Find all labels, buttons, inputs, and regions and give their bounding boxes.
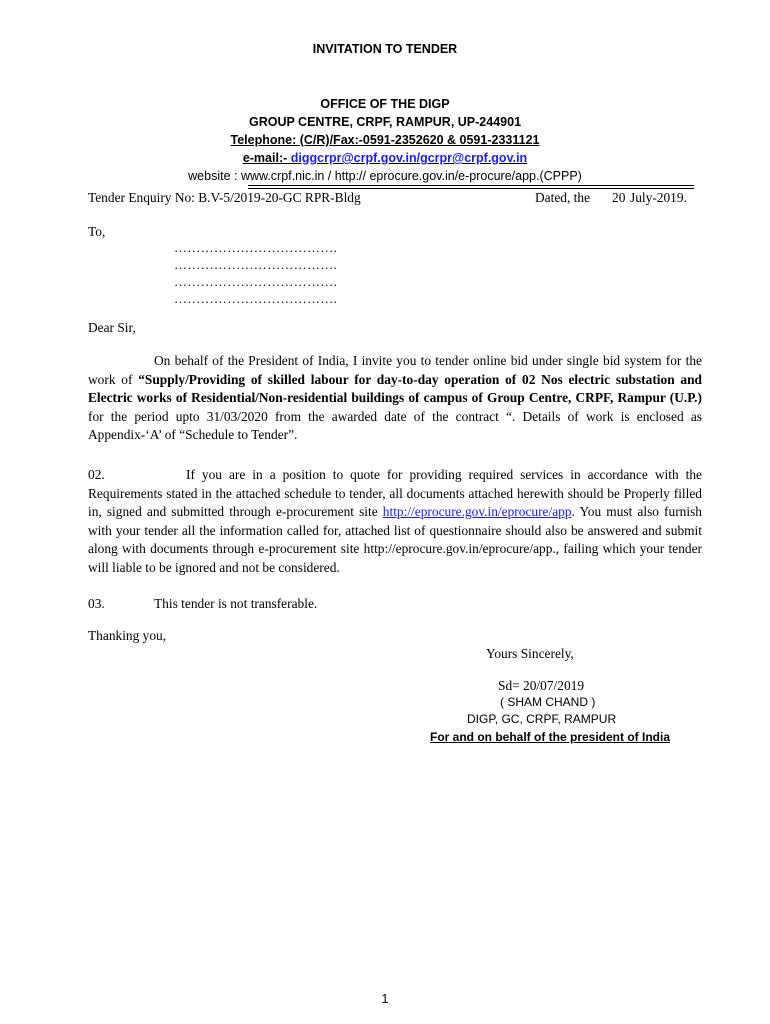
on-behalf-line: For and on behalf of the president of India (430, 730, 670, 744)
paragraph-1-intro: On behalf of the President of India, I invite you to tender online bid under single bid system for the work of (88, 353, 702, 387)
yours-sincerely: Yours Sincerely, (486, 646, 574, 661)
office-telephone: Telephone: (C/R)/Fax:-0591-2352620 & 0591-2331121 (230, 133, 540, 147)
paragraph-2 (88, 466, 702, 578)
email-label: e-mail:- (242, 151, 288, 165)
signatory-designation: DIGP, GC, CRPF, RAMPUR (467, 712, 617, 726)
document-title: INVITATION TO TENDER (312, 42, 458, 56)
salutation: Dear Sir, (88, 320, 136, 335)
email-link[interactable]: diggcrpr@crpf.gov.in/gcrpr@crpf.gov.in (290, 151, 528, 165)
dated-label: Dated, the (535, 190, 591, 205)
tender-enquiry-number: Tender Enquiry No: B.V-5/2019-20-GC RPR-Bldg (88, 190, 361, 205)
paragraph-2-number: 02. (88, 467, 105, 482)
header-rule-top (248, 185, 694, 186)
office-address: GROUP CENTRE, CRPF, RAMPUR, UP-244901 (248, 115, 522, 129)
office-name: OFFICE OF THE DIGP (320, 97, 450, 111)
paragraph-3-number: 03. (88, 596, 105, 611)
signatory-name: ( SHAM CHAND ) (500, 695, 596, 709)
thanking-line: Thanking you, (88, 628, 167, 643)
dated-month-year: July-2019. (630, 190, 687, 205)
paragraph-1-work: “Supply/Providing of skilled labour for day-to-day operation of 02 Nos electric substation and Electric works of Residential/Non-residential buildings of campus of Group Centre, CRPF, Rampur (U.P.) (88, 371, 702, 406)
page-number: 1 (381, 992, 389, 1006)
paragraph-3-text: This tender is not transferable. (154, 596, 318, 611)
office-email (0, 151, 770, 165)
paragraph-2-text-b: . You must also furnish with your tender all the information called for, attached list of questionnaire should also be answered and submit along with documents through e-procurement site http://eprocure.gov.in/eprocure/app., failing which your tender will liable to be ignored and not be considered. (88, 504, 702, 575)
address-line-2: ………………………………. (174, 257, 338, 272)
to-label: To, (88, 224, 106, 239)
address-line-3: ………………………………. (174, 274, 338, 289)
address-line-4: ………………………………. (174, 291, 338, 306)
dated-day: 20 (612, 190, 626, 205)
paragraph-1 (88, 352, 702, 445)
eprocure-link[interactable]: http://eprocure.gov.in/eprocure/app (382, 504, 572, 520)
paragraph-2-text-a: If you are in a position to quote for providing required services in accordance with the Requirements stated in the attached schedule to tender, all documents attached herewith should be Properly filled in, signed and submitted through e-procurement site (88, 467, 702, 520)
office-website: website : www.crpf.nic.in / http:// eprocure.gov.in/e-procure/app.(CPPP) (188, 169, 582, 183)
address-line-1: ………………………………. (174, 240, 338, 255)
header-rule-bottom (248, 188, 694, 189)
paragraph-1-rest: for the period upto 31/03/2020 from the awarded date of the contract “. Details of work is enclosed as Appendix-‘A’ of “Schedule to Tender”. (88, 408, 702, 443)
signed-date: Sd= 20/07/2019 (498, 678, 585, 693)
